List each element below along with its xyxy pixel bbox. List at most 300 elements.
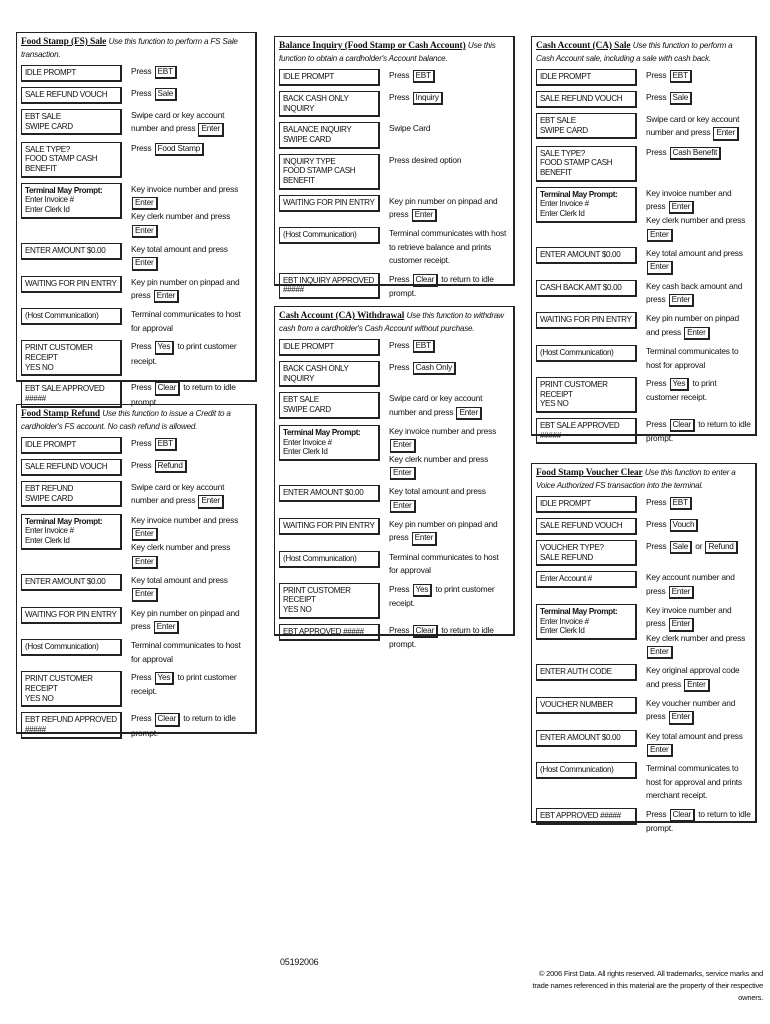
instruction <box>646 280 751 308</box>
terminal-display-prompt <box>536 664 637 681</box>
terminal-display-prompt <box>279 392 380 418</box>
terminal-display-prompt <box>279 425 380 461</box>
terminal-display-prompt <box>279 154 380 190</box>
panel-fs-sale <box>16 32 257 407</box>
terminal-display-prompt <box>279 583 380 619</box>
instruction <box>389 227 509 267</box>
panel-title: Balance Inquiry (Food Stamp or Cash Account) <box>279 41 466 51</box>
instruction <box>646 146 751 160</box>
terminal-display-prompt <box>536 69 637 86</box>
display-text: PRINT CUSTOMER RECEIPT YES NO <box>25 674 93 703</box>
terminal-display-prompt <box>21 109 122 135</box>
step-row <box>21 712 251 740</box>
enter-key: Enter <box>669 294 695 307</box>
display-text: VOUCHER NUMBER <box>540 700 613 710</box>
terminal-display-prompt <box>21 607 122 624</box>
instruction-text: Press <box>131 341 154 352</box>
step-row <box>279 69 509 86</box>
panel-header <box>21 408 251 432</box>
display-text: ENTER AMOUNT $0.00 <box>25 246 106 256</box>
instruction-text: Key clerk number and press <box>131 211 231 222</box>
display-text: EBT REFUND SWIPE CARD <box>25 483 74 503</box>
terminal-display-prompt <box>21 671 122 707</box>
instruction-text: to return to idle prompt. <box>646 808 751 833</box>
enter-key: Enter <box>669 586 695 599</box>
terminal-display-prompt <box>536 697 637 714</box>
clear-key: Clear <box>670 419 696 432</box>
display-text: Enter Account # <box>540 574 592 584</box>
enter-key: Enter <box>647 261 673 274</box>
display-text: SALE REFUND VOUCH <box>25 89 108 99</box>
terminal-display-prompt <box>21 437 122 454</box>
instruction-text: to return to idle prompt. <box>389 624 494 649</box>
display-text: VOUCHER TYPE? SALE REFUND <box>540 542 604 562</box>
instruction-text: Key invoice number and press <box>131 514 239 525</box>
step-row <box>536 247 751 275</box>
panel-description: Use this function to obtain a cardholder's Account balance. <box>279 41 496 63</box>
terminal-display-prompt <box>536 730 637 747</box>
terminal-display-prompt <box>21 308 122 325</box>
terminal-display-prompt <box>279 69 380 86</box>
terminal-may-prompt-label: Terminal May Prompt: <box>540 606 618 616</box>
instruction <box>131 276 251 304</box>
instruction <box>389 518 509 546</box>
instruction <box>646 518 751 532</box>
enter-key: Enter <box>132 556 158 569</box>
step-row <box>536 113 751 141</box>
display-text: SALE TYPE? FOOD STAMP CASH BENEFIT <box>25 144 98 173</box>
panel-header <box>279 310 509 334</box>
step-row <box>279 425 509 480</box>
instruction-text: Key total amount and press <box>646 730 743 741</box>
instruction-text: Swipe card or key account number and press <box>131 109 225 134</box>
terminal-display-prompt <box>536 377 637 413</box>
step-row <box>536 664 751 692</box>
step-row <box>536 571 751 599</box>
yes-key: Yes <box>413 584 433 597</box>
instruction <box>646 418 751 446</box>
instruction <box>131 65 251 79</box>
display-text: PRINT CUSTOMER RECEIPT YES NO <box>25 343 93 372</box>
instruction-text: Press <box>646 146 669 157</box>
instruction-text: to return to idle prompt. <box>131 713 236 738</box>
terminal-display-prompt <box>536 91 637 108</box>
display-text: BACK CASH ONLY INQUIRY <box>283 93 349 113</box>
display-text: EBT APPROVED ##### <box>540 810 621 820</box>
yes-key: Yes <box>155 341 175 354</box>
instruction-text: Key pin number on pinpad and press <box>389 195 498 220</box>
display-text: IDLE PROMPT <box>540 71 592 81</box>
instruction <box>131 639 251 666</box>
step-row <box>536 808 751 836</box>
instruction-text: Press <box>389 91 412 102</box>
instruction <box>131 481 251 509</box>
step-row <box>536 377 751 413</box>
enter-key: Enter <box>198 495 224 508</box>
instruction <box>646 312 751 340</box>
panel-ca-withdrawal <box>274 306 515 649</box>
instruction <box>646 571 751 599</box>
terminal-display-prompt <box>536 247 637 264</box>
panel-header <box>536 40 751 64</box>
instruction <box>646 808 751 836</box>
instruction-text: Press <box>131 672 154 683</box>
display-text: SALE TYPE? FOOD STAMP CASH BENEFIT <box>540 148 613 177</box>
step-row <box>21 671 251 707</box>
terminal-display-prompt <box>536 312 637 329</box>
terminal-may-prompt-label: Terminal May Prompt: <box>283 427 361 437</box>
instruction <box>389 154 509 167</box>
display-text: (Host Communication) <box>283 230 357 240</box>
instruction-text: to return to idle prompt. <box>389 273 494 299</box>
instruction <box>389 195 509 223</box>
display-text: BACK CASH ONLY INQUIRY <box>283 363 349 383</box>
display-text: IDLE PROMPT <box>25 67 77 77</box>
terminal-display-prompt <box>279 624 380 641</box>
terminal-display-prompt <box>536 146 637 182</box>
display-text: EBT SALE APPROVED ##### <box>540 421 620 440</box>
instruction-text: Press <box>646 377 669 388</box>
terminal-display-prompt <box>21 340 122 376</box>
instruction-text: Key total amount and press <box>131 244 228 255</box>
step-row <box>279 551 509 578</box>
clear-key: Clear <box>155 713 181 726</box>
terminal-display-prompt <box>21 87 122 104</box>
cash-benefit-key: Cash Benefit <box>670 147 721 160</box>
enter-key: Enter <box>132 225 158 238</box>
ebt-key: EBT <box>155 438 177 451</box>
terminal-display-prompt <box>21 639 122 656</box>
instruction-text: or <box>693 540 705 551</box>
instruction-text: Key invoice number and press <box>646 187 732 212</box>
instruction <box>389 485 509 513</box>
step-row <box>279 624 509 652</box>
step-row <box>21 574 251 602</box>
footer-date: 05192006 <box>280 957 319 967</box>
enter-key: Enter <box>154 290 180 303</box>
step-row <box>21 109 251 137</box>
instruction-text: Swipe card or key account number and press <box>131 481 225 506</box>
terminal-may-prompt-label: Terminal May Prompt: <box>25 185 103 195</box>
footer-copyright: © 2006 First Data. All rights reserved. All trademarks, service marks and trade names referenced in this material are the property of their respective owners. <box>532 969 763 1002</box>
terminal-display-prompt <box>279 361 380 387</box>
step-row <box>21 65 251 82</box>
food-stamp-key: Food Stamp <box>155 143 205 156</box>
display-text: Enter Invoice # Enter Clerk Id <box>25 195 74 215</box>
step-row <box>21 243 251 271</box>
instruction <box>131 514 251 569</box>
step-row <box>536 91 751 108</box>
panel-title: Food Stamp (FS) Sale <box>21 37 107 47</box>
display-text: EBT SALE SWIPE CARD <box>540 115 588 135</box>
instruction-text: Press <box>646 540 669 551</box>
step-row <box>536 345 751 372</box>
terminal-display-prompt <box>536 418 637 444</box>
enter-key: Enter <box>390 500 416 513</box>
terminal-may-prompt-label: Terminal May Prompt: <box>25 516 103 526</box>
display-text: WAITING FOR PIN ENTRY <box>25 278 117 288</box>
enter-key: Enter <box>647 229 673 242</box>
display-text: WAITING FOR PIN ENTRY <box>25 609 117 619</box>
step-row <box>536 496 751 513</box>
step-row <box>21 437 251 454</box>
instruction-text: Key pin number on pinpad and press <box>131 276 240 301</box>
terminal-display-prompt <box>21 481 122 507</box>
step-row <box>536 762 751 802</box>
instruction-text: Press <box>131 65 154 76</box>
inquiry-key: Inquiry <box>413 92 443 105</box>
terminal-display-prompt <box>21 514 122 550</box>
panel-header <box>536 467 751 491</box>
step-row <box>536 730 751 758</box>
instruction <box>131 671 251 699</box>
terminal-display-prompt <box>21 712 122 738</box>
instruction <box>131 712 251 740</box>
step-row <box>21 481 251 509</box>
yes-key: Yes <box>670 378 690 391</box>
instruction-text: Swipe card or key account number and press <box>389 393 483 417</box>
instruction-text: Press desired option <box>389 154 462 165</box>
step-row <box>279 91 509 117</box>
panel-title: Cash Account (CA) Sale <box>536 41 631 51</box>
display-text: PRINT CUSTOMER RECEIPT YES NO <box>540 379 608 409</box>
refund-key: Refund <box>155 460 187 473</box>
display-text: IDLE PROMPT <box>283 341 335 351</box>
cash-only-key: Cash Only <box>413 362 456 375</box>
instruction-text: Key pin number on pinpad and press <box>389 519 498 543</box>
instruction-text: Press <box>131 382 154 393</box>
enter-key: Enter <box>713 127 739 140</box>
step-row <box>279 361 509 387</box>
instruction <box>646 345 751 372</box>
terminal-display-prompt <box>279 518 380 535</box>
instruction-text: Key pin number on pinpad and press <box>646 313 739 337</box>
instruction <box>646 91 751 105</box>
display-text: SALE REFUND VOUCH <box>540 520 623 530</box>
instruction-text: Key total amount and press <box>131 574 228 585</box>
instruction-text: Press <box>131 459 154 470</box>
instruction <box>646 540 751 554</box>
sale-key: Sale <box>670 541 693 554</box>
display-text: WAITING FOR PIN ENTRY <box>283 197 375 207</box>
display-text: SALE REFUND VOUCH <box>540 93 623 103</box>
instruction <box>389 122 509 135</box>
terminal-display-prompt <box>536 187 637 223</box>
display-text: (Host Communication) <box>25 311 99 321</box>
display-text: ENTER AUTH CODE <box>540 667 612 677</box>
instruction-text: Terminal communicates to host for approval and prints merchant receipt. <box>646 763 742 801</box>
instruction <box>646 762 751 802</box>
terminal-display-prompt <box>21 142 122 178</box>
display-text: SALE REFUND VOUCH <box>25 461 108 471</box>
instruction <box>646 604 751 659</box>
terminal-display-prompt <box>536 762 637 779</box>
panel-header <box>21 36 251 60</box>
step-row <box>21 276 251 304</box>
instruction-text: Press <box>646 496 669 507</box>
display-text: CASH BACK AMT $0.00 <box>540 282 622 292</box>
terminal-display-prompt <box>279 91 380 117</box>
instruction-text: to return to idle prompt. <box>131 382 236 407</box>
instruction-text: to print customer receipt. <box>131 341 237 366</box>
instruction-text: Press <box>389 583 412 594</box>
display-text: WAITING FOR PIN ENTRY <box>540 315 632 325</box>
terminal-display-prompt <box>536 604 637 640</box>
instruction-text: Terminal communicates to host for approval <box>131 309 241 333</box>
display-text: EBT INQUIRY APPROVED ##### <box>283 275 375 295</box>
panel-description: Use this function to perform a Cash Account sale, including a sale with cash back. <box>536 41 733 63</box>
ebt-key: EBT <box>155 66 177 79</box>
instruction <box>389 583 509 611</box>
instruction <box>646 377 751 405</box>
instruction <box>646 730 751 758</box>
instruction-text: to print customer receipt. <box>389 583 495 608</box>
terminal-display-prompt <box>536 518 637 535</box>
panel-header <box>279 40 509 64</box>
enter-key: Enter <box>132 197 158 210</box>
display-text: ENTER AMOUNT $0.00 <box>540 732 621 742</box>
terminal-display-prompt <box>21 243 122 260</box>
instruction-text: Key clerk number and press <box>646 632 746 643</box>
enter-key: Enter <box>456 407 482 420</box>
instruction <box>131 574 251 602</box>
step-row <box>536 312 751 340</box>
clear-key: Clear <box>155 382 181 395</box>
terminal-display-prompt <box>536 345 637 362</box>
display-text: IDLE PROMPT <box>283 71 335 81</box>
terminal-display-prompt <box>279 195 380 212</box>
enter-key: Enter <box>154 621 180 634</box>
enter-key: Enter <box>647 646 673 659</box>
instruction-text: Press <box>131 142 154 153</box>
display-text: EBT SALE APPROVED ##### <box>25 384 105 404</box>
step-row <box>279 273 509 301</box>
instruction-text: Press <box>131 437 154 448</box>
instruction <box>646 664 751 692</box>
terminal-display-prompt <box>536 540 637 566</box>
display-text: (Host Communication) <box>283 553 357 563</box>
instruction-text: to print customer receipt. <box>131 672 237 697</box>
terminal-display-prompt <box>536 496 637 513</box>
instruction <box>131 437 251 451</box>
terminal-display-prompt <box>279 227 380 244</box>
enter-key: Enter <box>684 679 710 692</box>
instruction-text: Press <box>646 419 669 430</box>
step-row <box>536 187 751 242</box>
panel-description: Use this function to perform a FS Sale transaction. <box>21 37 238 59</box>
terminal-display-prompt <box>536 113 637 139</box>
instruction <box>646 69 751 83</box>
display-text: WAITING FOR PIN ENTRY <box>283 521 375 531</box>
clear-key: Clear <box>413 274 439 287</box>
display-text: (Host Communication) <box>25 642 99 652</box>
terminal-display-prompt <box>21 183 122 219</box>
enter-key: Enter <box>669 618 695 631</box>
display-text: IDLE PROMPT <box>25 439 77 449</box>
instruction-text: Press <box>389 624 412 635</box>
instruction <box>131 607 251 635</box>
panel-description: Use this function to withdraw cash from a cardholder's Cash Account without purchase. <box>279 311 504 333</box>
instruction-text: Key original approval code and press <box>646 665 740 689</box>
sale-key: Sale <box>670 92 693 105</box>
step-row <box>279 154 509 190</box>
instruction-text: Key invoice number and press <box>389 425 497 436</box>
terminal-display-prompt <box>21 276 122 293</box>
instruction <box>646 697 751 725</box>
terminal-display-prompt <box>21 574 122 591</box>
instruction <box>131 340 251 368</box>
panel-fs-voucher-clear <box>531 463 757 833</box>
instruction-text: Terminal communicates to host for approval <box>389 551 499 576</box>
panel-title: Cash Account (CA) Withdrawal <box>279 311 405 321</box>
instruction <box>389 624 509 652</box>
step-row <box>279 485 509 513</box>
display-text: Enter Invoice # Enter Clerk Id <box>540 199 589 219</box>
step-row <box>536 69 751 86</box>
panel-ca-sale <box>531 36 757 444</box>
instruction <box>389 392 509 420</box>
instruction-text: Key invoice number and press <box>646 604 732 629</box>
step-row <box>536 604 751 659</box>
ebt-key: EBT <box>413 70 435 83</box>
enter-key: Enter <box>198 123 224 136</box>
instruction <box>131 459 251 473</box>
terminal-display-prompt <box>536 571 637 588</box>
enter-key: Enter <box>684 327 710 340</box>
panel-description: Use this function to issue a Credit to a cardholder's FS account. No cash refund is allowed. <box>21 409 231 431</box>
instruction-text: to print customer receipt. <box>646 377 717 403</box>
instruction-text: Press <box>389 69 412 80</box>
instruction-text: Key clerk number and press <box>131 542 231 553</box>
instruction-text: Press <box>131 87 154 98</box>
instruction <box>389 425 509 480</box>
step-row <box>21 340 251 376</box>
instruction-text: Key total amount and press <box>389 486 486 497</box>
instruction <box>646 187 751 242</box>
instruction-text: Terminal communicates to host for approval <box>646 346 739 370</box>
instruction-text: to return to idle prompt. <box>646 419 751 444</box>
display-text: BALANCE INQUIRY SWIPE CARD <box>283 125 352 144</box>
display-text: IDLE PROMPT <box>540 498 592 508</box>
instruction-text: Press <box>646 69 669 80</box>
ebt-key: EBT <box>670 70 692 83</box>
display-text: ENTER AMOUNT $0.00 <box>25 576 106 586</box>
step-row <box>279 339 509 356</box>
instruction-text: Key voucher number and press <box>646 698 736 722</box>
panel-description: Use this function to enter a Voice Authorized FS transaction into the terminal. <box>536 468 736 490</box>
instruction-text: Key clerk number and press <box>646 215 746 226</box>
terminal-display-prompt <box>21 459 122 476</box>
display-text: ENTER AMOUNT $0.00 <box>540 250 621 260</box>
step-row <box>536 418 751 446</box>
step-row <box>279 195 509 223</box>
step-row <box>279 583 509 619</box>
instruction-text: Press <box>646 91 669 102</box>
instruction-text: Swipe Card <box>389 123 431 134</box>
panel-title: Food Stamp Refund <box>21 409 101 419</box>
instruction-text: Press <box>131 713 154 724</box>
display-text: Enter Invoice # Enter Clerk Id <box>283 437 332 457</box>
instruction-text: Terminal communicates with host to retrieve balance and prints customer receipt. <box>389 228 507 266</box>
instruction-text: Key account number and press <box>646 572 735 596</box>
instruction <box>389 69 509 83</box>
step-row <box>279 122 509 148</box>
display-text: EBT SALE SWIPE CARD <box>283 395 331 414</box>
panel-title: Food Stamp Voucher Clear <box>536 468 643 478</box>
step-row <box>21 308 251 335</box>
display-text: EBT SALE SWIPE CARD <box>25 111 73 131</box>
terminal-display-prompt <box>279 339 380 356</box>
